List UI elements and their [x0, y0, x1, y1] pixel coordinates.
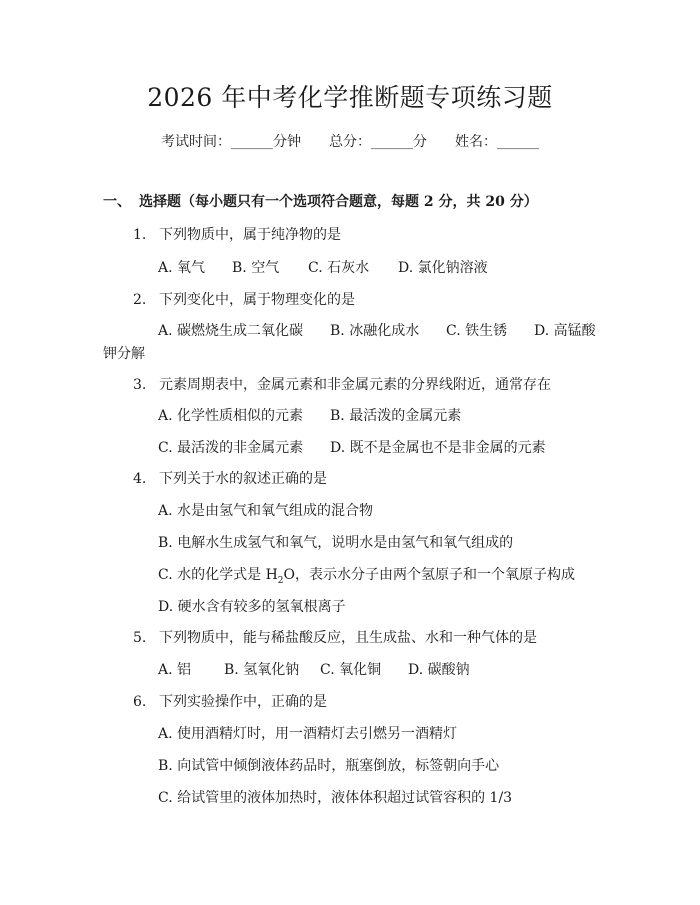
question-stem: 下列关于水的叙述正确的是: [159, 471, 327, 487]
option-b: B. 空气: [232, 260, 280, 276]
question-number: 2.: [133, 292, 147, 308]
question-stem: 下列物质中，属于纯净物的是: [159, 227, 341, 243]
question-1-options: [158, 257, 488, 277]
section-title: 选择题（每小题只有一个选项符合题意，每题 2 分，共 20 分）: [139, 194, 538, 210]
option-c: C. 氧化铜: [320, 662, 382, 678]
question-3-option-row-2: [158, 437, 546, 457]
option-d: D. 碳酸钠: [408, 662, 470, 678]
question-4: [133, 468, 327, 488]
option-a: A. 碳燃烧生成二氧化碳: [158, 323, 304, 339]
question-number: 1.: [133, 227, 147, 243]
question-number: 6.: [133, 694, 147, 710]
option-a: A. 铝: [158, 662, 192, 678]
option-b: B. 氢氧化钠: [224, 662, 300, 678]
question-number: 4.: [133, 471, 147, 487]
option-c-text: C. 水的化学式是 H: [158, 567, 278, 583]
question-4-option-b: B. 电解水生成氢气和氧气，说明水是由氢气和氧气组成的: [158, 535, 514, 551]
option-a: A. 氧气: [158, 260, 206, 276]
total-score-field: 总分：______分: [329, 134, 427, 150]
question-6-option-c: C. 给试管里的液体加热时，液体体积超过试管容积的 1/3: [158, 790, 513, 806]
question-stem: 下列变化中，属于物理变化的是: [159, 292, 355, 308]
question-stem: 下列物质中，能与稀盐酸反应，且生成盐、水和一种气体的是: [159, 630, 537, 646]
option-b: B. 最活泼的金属元素: [330, 408, 462, 424]
question-2-option-d-wrap: 钾分解: [103, 346, 145, 362]
question-stem: 下列实验操作中，正确的是: [159, 694, 327, 710]
option-c: C. 最活泼的非金属元素: [158, 440, 304, 456]
question-5-options: [158, 659, 470, 679]
option-c: C. 石灰水: [308, 260, 370, 276]
question-number: 3.: [133, 377, 147, 393]
option-d: D. 高锰酸: [534, 323, 596, 339]
exam-time-field: 考试时间：______分钟: [161, 134, 301, 150]
option-d: D. 氯化钠溶液: [398, 260, 488, 276]
question-4-option-d: D. 硬水含有较多的氢氧根离子: [158, 599, 346, 615]
subscript-two: 2: [277, 575, 284, 586]
exam-info-line: [0, 131, 700, 151]
question-1: [133, 224, 341, 244]
option-c-text-rest: O，表示水分子由两个氢原子和一个氧原子构成: [283, 567, 575, 583]
option-d: D. 既不是金属也不是非金属的元素: [330, 440, 546, 456]
option-a: A. 化学性质相似的元素: [158, 408, 304, 424]
question-3-option-row-1: [158, 405, 461, 425]
question-stem: 元素周期表中，金属元素和非金属元素的分界线附近，通常存在: [159, 377, 551, 393]
question-5: [133, 627, 537, 647]
question-2-options: [158, 320, 596, 340]
section-number: 一、: [103, 194, 131, 210]
question-2: [133, 289, 355, 309]
section-heading: [103, 191, 538, 211]
question-6-option-a: A. 使用酒精灯时，用一酒精灯去引燃另一酒精灯: [158, 726, 458, 742]
question-3: [133, 374, 551, 394]
question-4-option-a: A. 水是由氢气和氧气组成的混合物: [158, 503, 374, 519]
option-c: C. 铁生锈: [446, 323, 508, 339]
question-6-option-b: B. 向试管中倾倒液体药品时，瓶塞倒放，标签朝向手心: [158, 758, 500, 774]
question-number: 5.: [133, 630, 147, 646]
question-4-option-c: [158, 564, 575, 586]
page-title: 2026 年中考化学推断题专项练习题: [147, 83, 553, 112]
name-field: 姓名：______: [455, 134, 539, 150]
question-6: [133, 691, 327, 711]
option-b: B. 冰融化成水: [330, 323, 420, 339]
